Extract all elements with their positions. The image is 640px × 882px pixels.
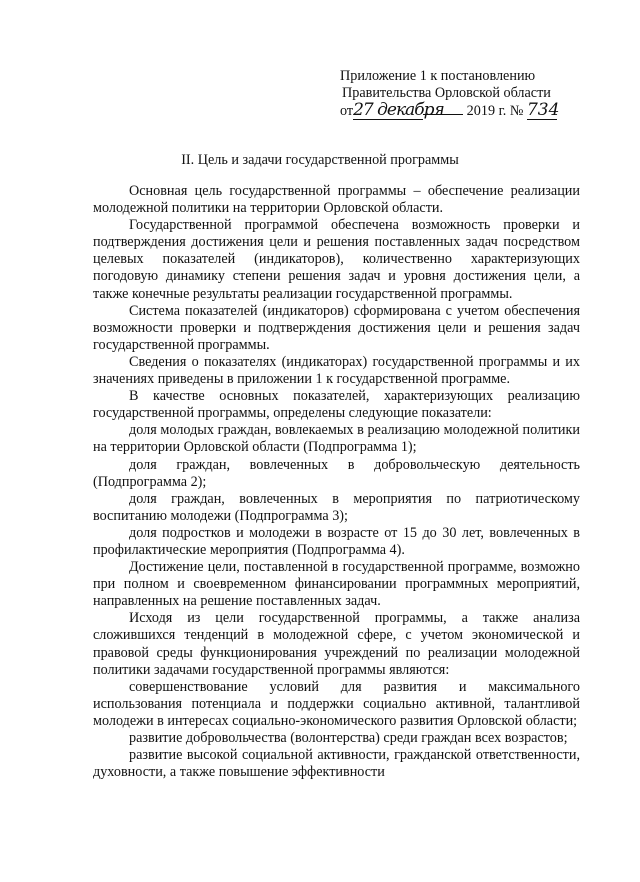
handwritten-number: 734 [526, 100, 560, 120]
list-item: развитие добровольчества (волонтерства) среди граждан всех возрастов; [129, 730, 568, 746]
paragraph: Исходя из цели государственной программы, а также анализа сложившихся тенденций в молодежной сфере, с учетом экономической и правовой среды функционирования учреждений по реализации молодежной политики задачами государственной программы являются: [93, 610, 580, 678]
paragraph: Основная цель государственной программы – обеспечение реализации молодежной политики на территории Орловской области. [93, 183, 580, 217]
section-title: II. Цель и задачи государственной программы [181, 152, 459, 168]
list-item: доля граждан, вовлеченных в добровольческую деятельность (Подпрограмма 2); [93, 456, 580, 490]
paragraph: Государственной программой обеспечена возможность проверки и подтверждения достижения цели и решения поставленных задач посредством целевых показателей (индикаторов), количественно характеризующих погодовую динамику степени решения задач и уровня достижения цели, а также конечные результаты реализации государственной программы. [93, 217, 580, 302]
paragraph: В качестве основных показателей, характеризующих реализацию государственной программы, определены следующие показатели: [93, 388, 580, 422]
list-item: доля подростков и молодежи в возрасте от 15 до 30 лет, вовлеченных в профилактические мероприятия (Подпрограмма 4). [93, 524, 580, 558]
list-item: доля граждан, вовлеченных в мероприятия по патриотическому воспитанию молодежи (Подпрограмма 3); [93, 490, 580, 524]
paragraph: Система показателей (индикаторов) сформирована с учетом обеспечения возможности проверки и подтверждения достижения цели и решения задач государственной программы. [93, 302, 580, 353]
handwritten-date: 27 декабря [353, 100, 444, 120]
document-body [93, 183, 580, 781]
paragraph: Сведения о показателях (индикаторах) государственной программы и их значениях приведены в приложении 1 к государственной программе. [93, 353, 580, 388]
appendix-date-line [340, 100, 560, 120]
appendix-header [340, 68, 560, 120]
year-number-label: 2019 г. № [466, 103, 524, 119]
paragraph: Достижение цели, поставленной в государственной программе, возможно при полном и своевременном финансировании программных мероприятий, направленных на решение поставленных задач. [93, 559, 580, 610]
list-item: доля молодых граждан, вовлекаемых в реализацию молодежной политики на территории Орловской области (Подпрограмма 1); [93, 422, 580, 456]
from-prefix: от [340, 103, 354, 119]
date-underline [423, 114, 463, 115]
appendix-line-2: Правительства Орловской области [342, 85, 551, 101]
appendix-line-1: Приложение 1 к постановлению [340, 68, 536, 84]
list-item: развитие высокой социальной активности, гражданской ответственности, духовности, а также повышение эффективности [93, 747, 580, 781]
list-item: совершенствование условий для развития и максимального использования потенциала и поддержки социально активной, талантливой молодежи в интересах социально-экономического развития Орловской области; [93, 678, 580, 729]
